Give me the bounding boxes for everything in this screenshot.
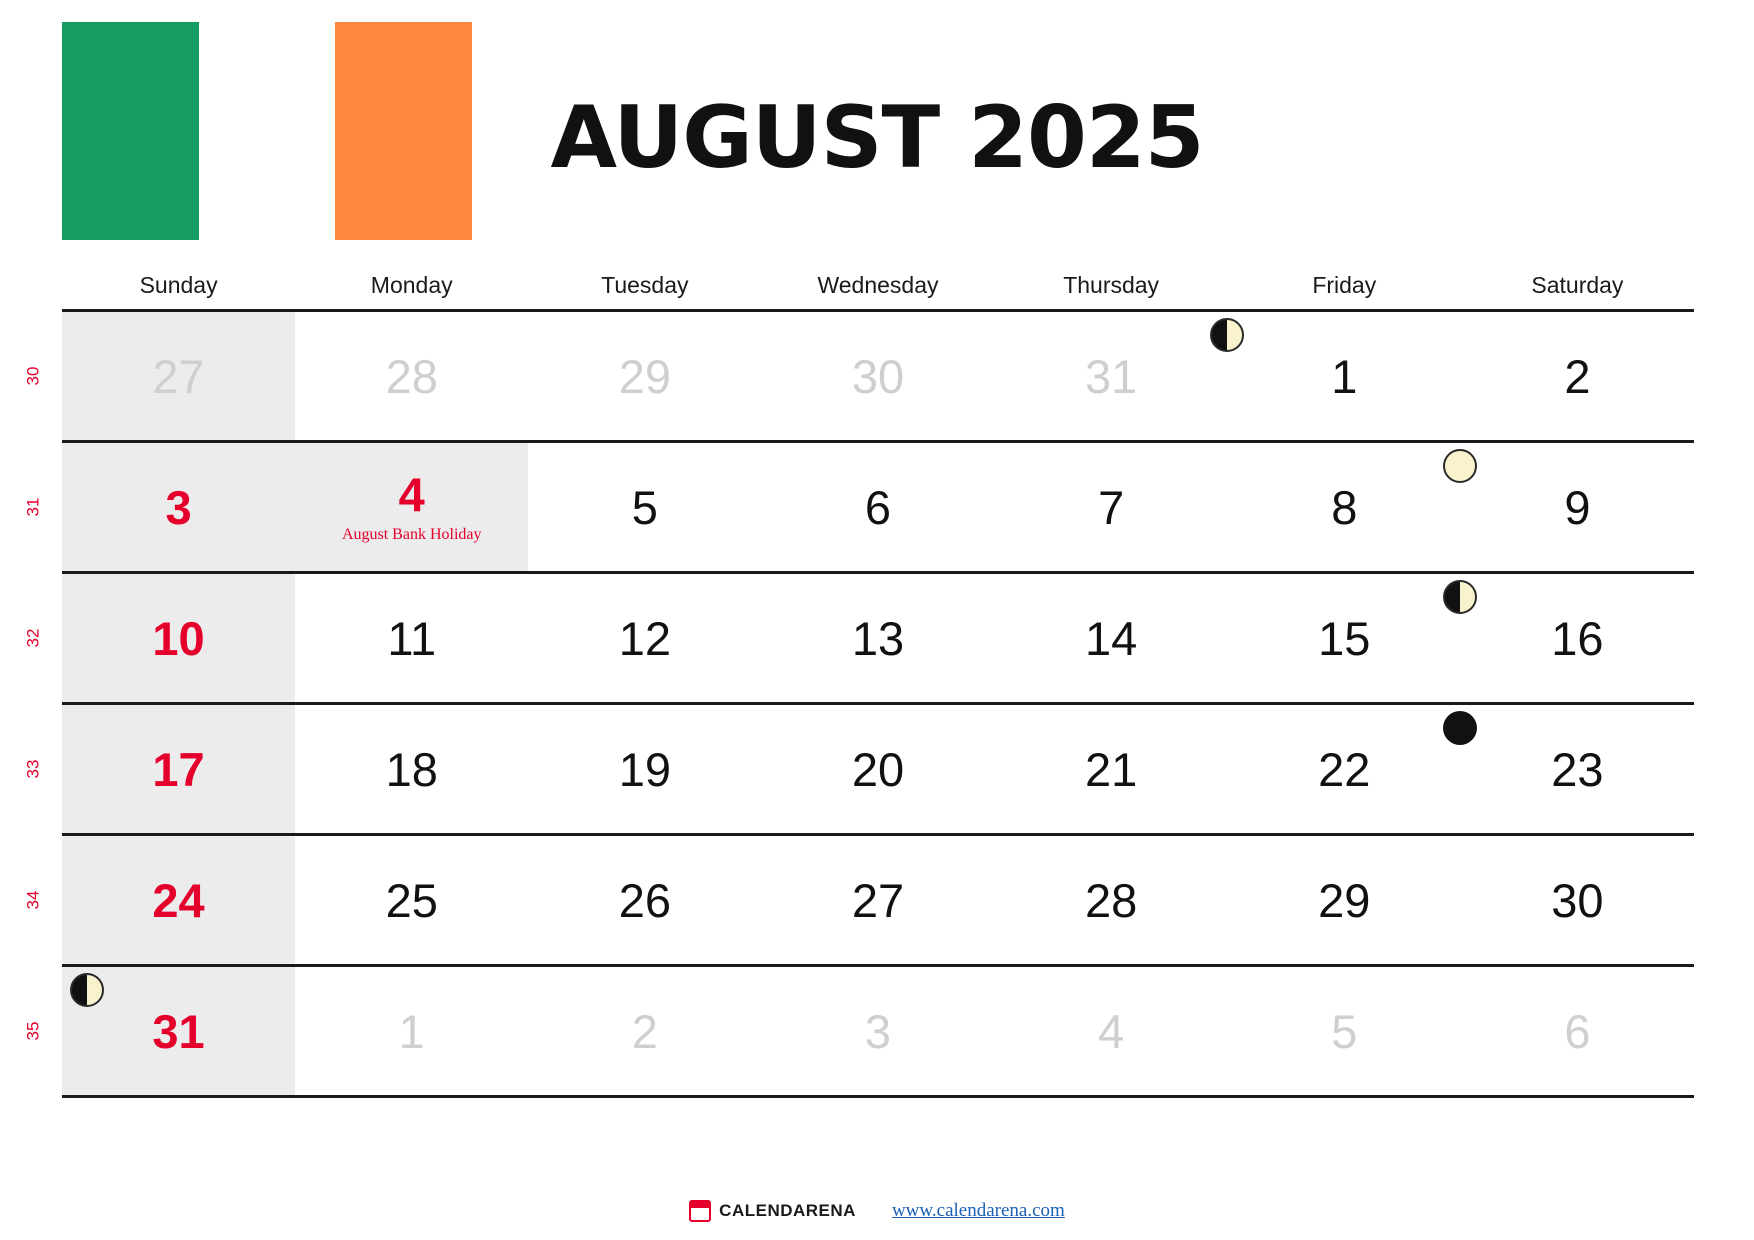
full-moon-icon <box>1443 449 1477 483</box>
day-number: 17 <box>152 742 205 796</box>
new-moon-icon <box>1443 711 1477 745</box>
day-number: 24 <box>152 873 205 927</box>
weekday-thursday: Thursday <box>1063 272 1160 298</box>
day-number: 26 <box>618 873 671 927</box>
calendar-day-cell[interactable] <box>62 312 295 440</box>
calendar-day-cell[interactable] <box>761 836 994 964</box>
calendar-day-cell[interactable] <box>295 312 528 440</box>
calendar-day-cell[interactable] <box>761 574 994 702</box>
calendar-day-cell[interactable] <box>1228 836 1461 964</box>
day-number: 3 <box>864 1004 892 1058</box>
day-number: 31 <box>152 1004 205 1058</box>
calendar-day-cell[interactable] <box>995 443 1228 571</box>
calendar-day-cell[interactable] <box>761 312 994 440</box>
week-number: 35 <box>23 1021 43 1041</box>
weekday-monday: Monday <box>370 272 453 298</box>
calendar-day-cell[interactable] <box>1228 705 1461 833</box>
first-quarter-moon-icon <box>1210 318 1244 352</box>
weekday-header-row <box>62 272 1694 312</box>
calendar-day-cell[interactable] <box>62 836 295 964</box>
day-number: 23 <box>1551 742 1604 796</box>
weekday-friday: Friday <box>1312 272 1377 298</box>
calendar-day-cell[interactable] <box>1461 705 1694 833</box>
calendar-day-cell[interactable] <box>528 312 761 440</box>
calendar-week-row <box>23 574 1694 705</box>
day-number: 27 <box>851 873 905 927</box>
day-number: 25 <box>385 873 438 927</box>
calendar-day-cell[interactable] <box>1461 574 1694 702</box>
day-number: 16 <box>1551 611 1604 665</box>
calendar-day-cell[interactable] <box>528 967 761 1095</box>
page-title: AUGUST 2025 <box>550 88 1204 188</box>
day-number: 1 <box>1331 349 1358 403</box>
calendar-week-row <box>23 443 1694 574</box>
day-number: 15 <box>1318 611 1371 665</box>
brand-name: CALENDARENA <box>719 1201 856 1220</box>
week-number: 31 <box>23 497 43 517</box>
day-number: 19 <box>618 742 671 796</box>
calendar-day-cell[interactable] <box>528 705 761 833</box>
calendar-week-row <box>23 967 1694 1098</box>
day-number: 5 <box>631 480 658 534</box>
calendar-day-cell[interactable] <box>62 705 295 833</box>
calendar-day-cell[interactable] <box>295 705 528 833</box>
website-link[interactable]: www.calendarena.com <box>891 1200 1065 1221</box>
day-number: 2 <box>1564 349 1591 403</box>
day-number: 13 <box>851 611 905 665</box>
calendar-day-cell[interactable] <box>995 836 1228 964</box>
calendar-day-cell[interactable] <box>528 443 761 571</box>
calendar-day-cell[interactable] <box>1228 574 1461 702</box>
day-number: 6 <box>1564 1004 1591 1058</box>
calendar-header <box>0 0 1754 270</box>
day-number: 3 <box>165 480 192 534</box>
weekday-tuesday: Tuesday <box>601 272 689 298</box>
day-number: 14 <box>1084 611 1138 665</box>
last-quarter-moon-icon <box>1443 580 1477 614</box>
day-number: 4 <box>1098 1004 1125 1058</box>
calendar-week-row <box>23 836 1694 967</box>
calendar-day-cell[interactable] <box>295 836 528 964</box>
week-number: 34 <box>23 890 43 910</box>
calendar-day-cell[interactable] <box>62 967 295 1095</box>
day-number: 5 <box>1331 1004 1358 1058</box>
calendar-icon <box>689 1200 711 1222</box>
calendar-week-row <box>23 705 1694 836</box>
calendar-day-cell[interactable] <box>1461 443 1694 571</box>
calendar-day-cell[interactable] <box>1461 312 1694 440</box>
day-number: 6 <box>864 480 892 534</box>
calendar-day-cell[interactable] <box>62 443 295 571</box>
day-number: 8 <box>1331 480 1358 534</box>
day-number: 4 <box>398 467 425 521</box>
day-number: 2 <box>631 1004 658 1058</box>
calendar-day-cell[interactable] <box>761 443 994 571</box>
day-number: 29 <box>1318 873 1371 927</box>
day-number: 7 <box>1098 480 1125 534</box>
day-number: 28 <box>385 349 438 403</box>
week-number: 32 <box>23 628 43 648</box>
calendar-day-cell[interactable] <box>995 312 1228 440</box>
calendar-day-cell[interactable] <box>528 574 761 702</box>
day-number: 11 <box>387 611 437 665</box>
calendar-day-cell[interactable] <box>295 574 528 702</box>
day-number: 18 <box>385 742 438 796</box>
calendar-week-row <box>23 312 1694 443</box>
calendar-day-cell[interactable] <box>1228 443 1461 571</box>
day-number: 10 <box>152 611 205 665</box>
holiday-label: August Bank Holiday <box>341 525 482 543</box>
calendar-day-cell[interactable] <box>295 967 528 1095</box>
day-number: 31 <box>1084 349 1138 403</box>
calendar-grid <box>23 272 1694 1098</box>
calendar-day-cell[interactable] <box>761 967 994 1095</box>
week-number: 30 <box>23 366 43 386</box>
day-number: 27 <box>152 349 205 403</box>
day-number: 9 <box>1564 480 1591 534</box>
calendar-day-cell[interactable] <box>1228 312 1461 440</box>
calendar-day-cell[interactable] <box>995 967 1228 1095</box>
calendar-day-cell[interactable] <box>62 574 295 702</box>
day-number: 1 <box>398 1004 425 1058</box>
calendar-day-cell[interactable] <box>995 574 1228 702</box>
calendar-day-cell[interactable] <box>1461 967 1694 1095</box>
day-number: 22 <box>1318 742 1371 796</box>
day-number: 30 <box>1551 873 1604 927</box>
calendar-day-cell[interactable] <box>1461 836 1694 964</box>
day-number: 29 <box>618 349 671 403</box>
footer <box>0 1200 1754 1222</box>
calendar-day-cell[interactable] <box>995 705 1228 833</box>
first-quarter-moon-icon <box>70 973 104 1007</box>
week-number: 33 <box>23 759 43 779</box>
day-number: 20 <box>851 742 905 796</box>
calendar-day-cell[interactable] <box>295 443 528 571</box>
brand <box>689 1200 856 1222</box>
weekday-wednesday: Wednesday <box>817 272 939 298</box>
calendar-day-cell[interactable] <box>528 836 761 964</box>
calendar-day-cell[interactable] <box>761 705 994 833</box>
day-number: 21 <box>1084 742 1138 796</box>
day-number: 12 <box>618 611 671 665</box>
weekday-sunday: Sunday <box>139 272 218 298</box>
calendar-day-cell[interactable] <box>1228 967 1461 1095</box>
day-number: 28 <box>1084 873 1138 927</box>
weekday-saturday: Saturday <box>1531 272 1624 298</box>
day-number: 30 <box>851 349 905 403</box>
